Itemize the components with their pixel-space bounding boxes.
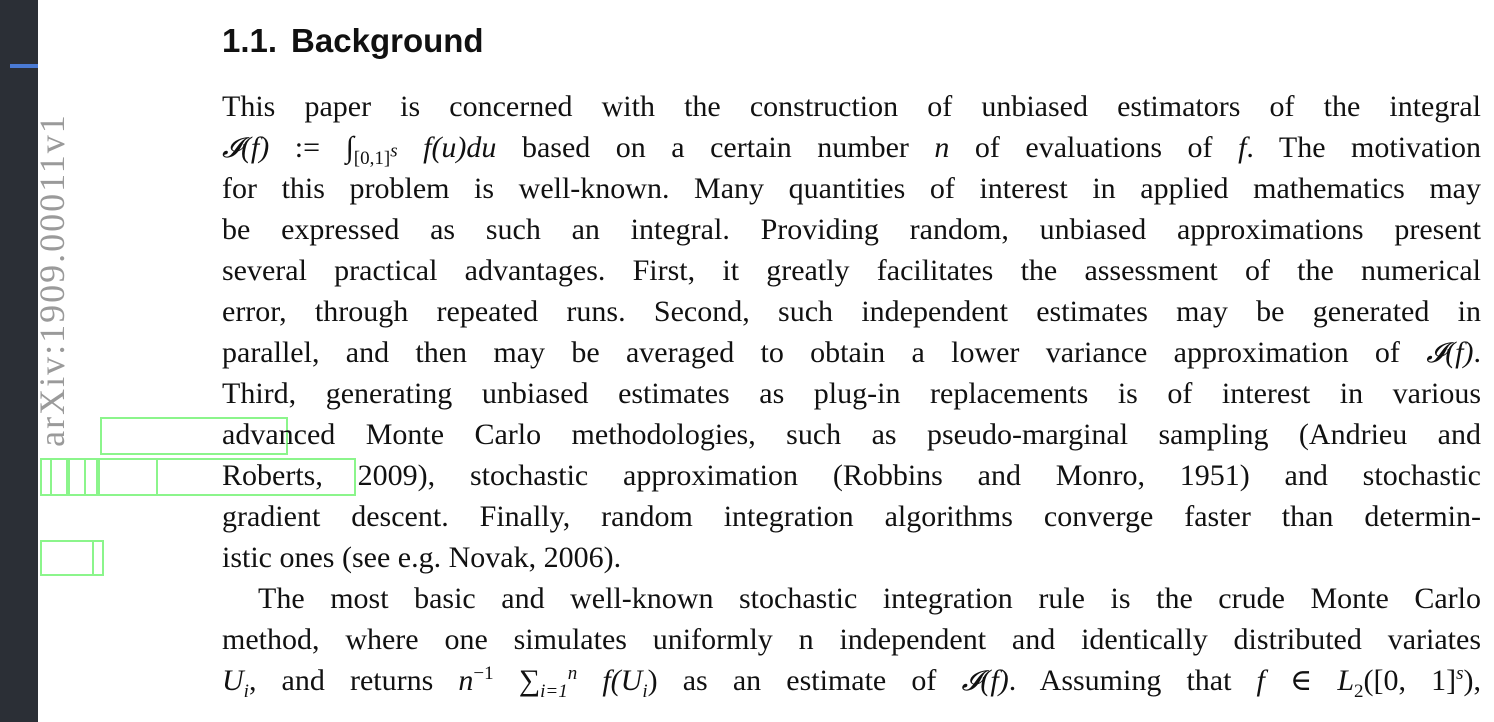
text-line: several practical advantages. First, it greatly facilitates the assessment of the numerical [222,254,1481,287]
text-line: be expressed as such an integral. Providing random, unbiased approximations present [222,213,1481,246]
text-line: $U_i$, and returns $n^{-1}$ $\sum_{i=1}^n$ $f(U_i)$ as an estimate of 𝓘(f). Assuming that f ∈ $L_2([0$, 1]$^s$), [222,663,1482,702]
text-line: method, where one simulates uniformly n independent and identically distributed variates [222,623,1481,656]
text-line: The most basic and well-known stochastic integration rule is the crude Monte Carlo [258,582,1481,615]
page-position-marker[interactable] [10,64,38,68]
text-line: Third, generating unbiased estimates as plug-in replacements is of interest in various [222,377,1481,410]
link-highlight-box[interactable] [92,540,104,576]
arxiv-stamp-text: arXiv:1909.00011v1 [32,113,72,447]
link-highlight-box[interactable] [96,458,158,496]
section-heading [222,22,484,60]
text-line: error, through repeated runs. Second, such independent estimates may be generated in [222,295,1481,328]
text-line: istic ones (see e.g. Novak, 2006). [222,541,622,574]
text-line: parallel, and then may be averaged to obtain a lower variance approximation of 𝓘(f). [222,336,1482,369]
paragraph-1 [222,86,1481,578]
section-title-text: Background [291,22,484,59]
arxiv-stamp [32,30,72,530]
text-line: for this problem is well-known. Many quantities of interest in applied mathematics may [222,172,1481,205]
text-line: This paper is concerned with the construction of unbiased estimators of the integral [222,90,1481,123]
text-line: Roberts, 2009), stochastic approximation (Robbins and Monro, 1951) and stochastic [222,459,1481,492]
section-number: 1.1. [222,22,278,59]
text-line: 𝓘(f) := $\int_{[0,1]^s}$ f(u)du based on a certain number n of evaluations of f. The motivation [222,131,1482,169]
paragraph-2 [222,578,1481,701]
link-highlight-box[interactable] [66,458,86,496]
text-line: gradient descent. Finally, random integration algorithms converge faster than determin- [222,500,1481,533]
text-line: advanced Monte Carlo methodologies, such as pseudo-marginal sampling (Andrieu and [222,418,1481,451]
